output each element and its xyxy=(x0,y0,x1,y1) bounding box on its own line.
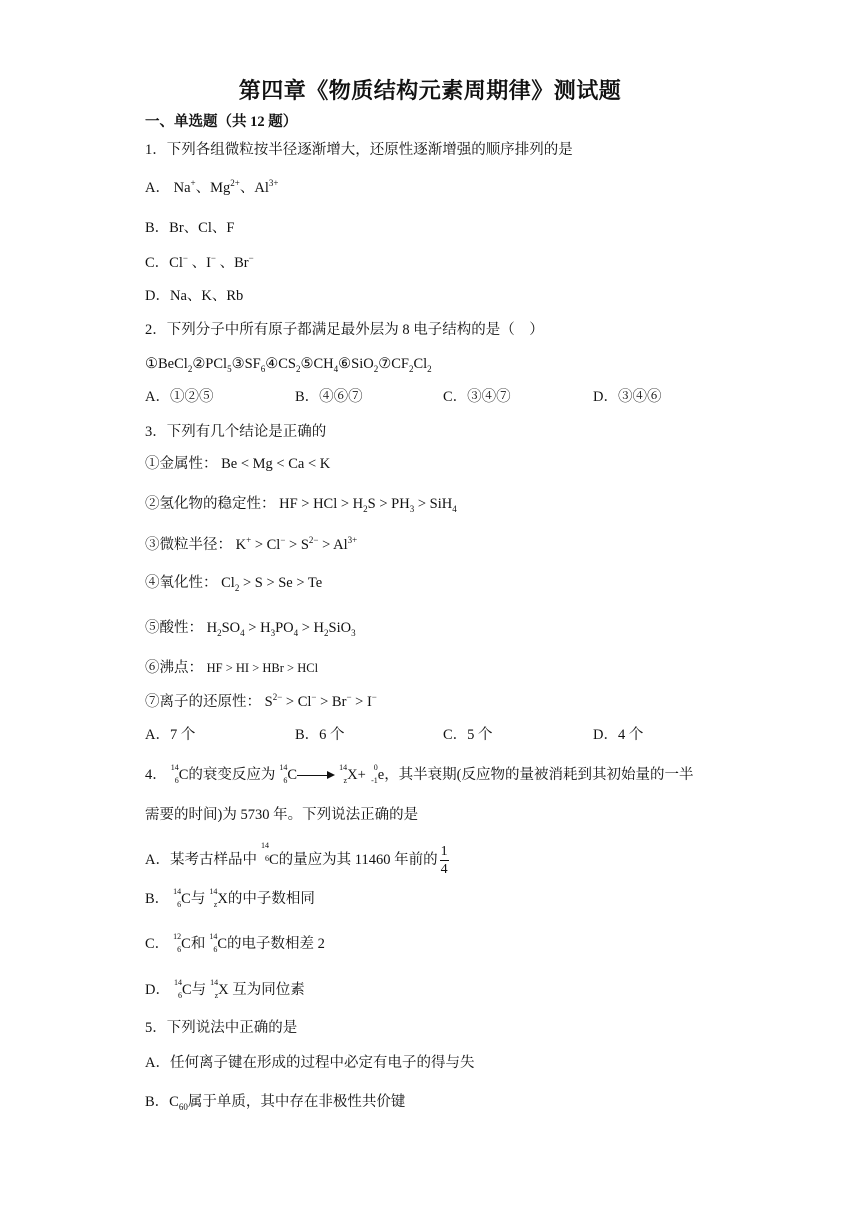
question-2-stem: 2．下列分子中所有原子都满足最外层为 8 电子结构的是（ ） xyxy=(145,322,544,338)
statement-1: ①金属性： Be < Mg < Ca < K xyxy=(145,456,331,472)
question-3-option-c: C．5 个 xyxy=(443,727,493,743)
question-2-option-c: C．③④⑦ xyxy=(443,389,511,405)
question-4-option-b: B． 14 6 C与 14 z X的中子数相同 xyxy=(145,887,315,909)
question-3-option-a: A．7 个 xyxy=(145,727,196,743)
question-2-molecule-list: $①BeCl_2②PCl_5③SF_6④CS_2⑤CH_4⑥SiO_2⑦CF_2Cl_2$ xyxy=(145,356,432,374)
statement-4: ④氧化性： $Cl_2 > S > Se > Te$ xyxy=(145,575,323,593)
statement-7: ⑦离子的还原性： $S^{2-} > Cl^- > Br^- > I^-$ xyxy=(145,692,377,710)
question-5-option-a: A．任何离子键在形成的过程中必定有电子的得与失 xyxy=(145,1055,475,1071)
statement-6: ⑥沸点： HF > HI > HBr > HCl xyxy=(145,660,319,676)
question-3-option-b: B．6 个 xyxy=(295,727,345,743)
question-1-option-b: B．Br、Cl、F xyxy=(145,220,235,236)
question-2-option-a: A．①②⑤ xyxy=(145,389,214,405)
reaction-arrow xyxy=(297,765,335,785)
statement-3: ③微粒半径： $K^+ > Cl^- > S^{2-} > Al^{3+}$ xyxy=(145,535,358,553)
question-2-option-b: B．④⑥⑦ xyxy=(295,389,363,405)
question-1-option-c: C．Cl− 、I− 、Br− xyxy=(145,253,254,271)
question-2-option-d: D．③④⑥ xyxy=(593,389,662,405)
question-4-option-d: D． 14 6 C与 14 z X 互为同位素 xyxy=(145,978,305,1000)
question-4-option-c: C． 12 6 C和 14 6 C的电子数相差 2 xyxy=(145,932,325,954)
question-1-stem: 1．下列各组微粒按半径逐渐增大，还原性逐渐增强的顺序排列的是 xyxy=(145,142,573,158)
question-1-option-a: A． Na+、$Mg^{2+}$、$Al^{3+}$ xyxy=(145,178,279,196)
question-4-stem-line-1: 4． 14 6 C的衰变反应为 14 6 C 14 z X+ 0 -1 e，其半衰期(反应物的量被消耗到其初始量的一半 xyxy=(145,763,694,785)
section-heading: 一、单选题（共 12 题） xyxy=(145,114,298,130)
question-4-option-a: A．某考古样品中 14 6 C的量应为其 11460 年前的 $\frac{1}{4}$ xyxy=(145,841,448,877)
fraction: $\frac{1}{4}$ xyxy=(440,844,448,877)
question-3-stem: 3．下列有几个结论是正确的 xyxy=(145,424,327,440)
page-title: 第四章《物质结构元素周期律》测试题 xyxy=(238,78,622,103)
question-1-option-d: D．Na、K、Rb xyxy=(145,288,244,304)
question-5-option-b: B．$C_{60}$属于单质，其中存在非极性共价键 xyxy=(145,1094,406,1112)
statement-2: ②氢化物的稳定性： HF > HCl > $H_2S > PH_3 > SiH_4$ xyxy=(145,496,457,514)
question-3-option-d: D．4 个 xyxy=(593,727,644,743)
question-4-stem-line-2: 需要的时间)为 5730 年。下列说法正确的是 xyxy=(145,807,419,823)
statement-5: ⑤酸性： $H_2SO_4 > H_3PO_4 > H_2SiO_3$ xyxy=(145,620,356,638)
question-5-stem: 5．下列说法中正确的是 xyxy=(145,1020,298,1036)
